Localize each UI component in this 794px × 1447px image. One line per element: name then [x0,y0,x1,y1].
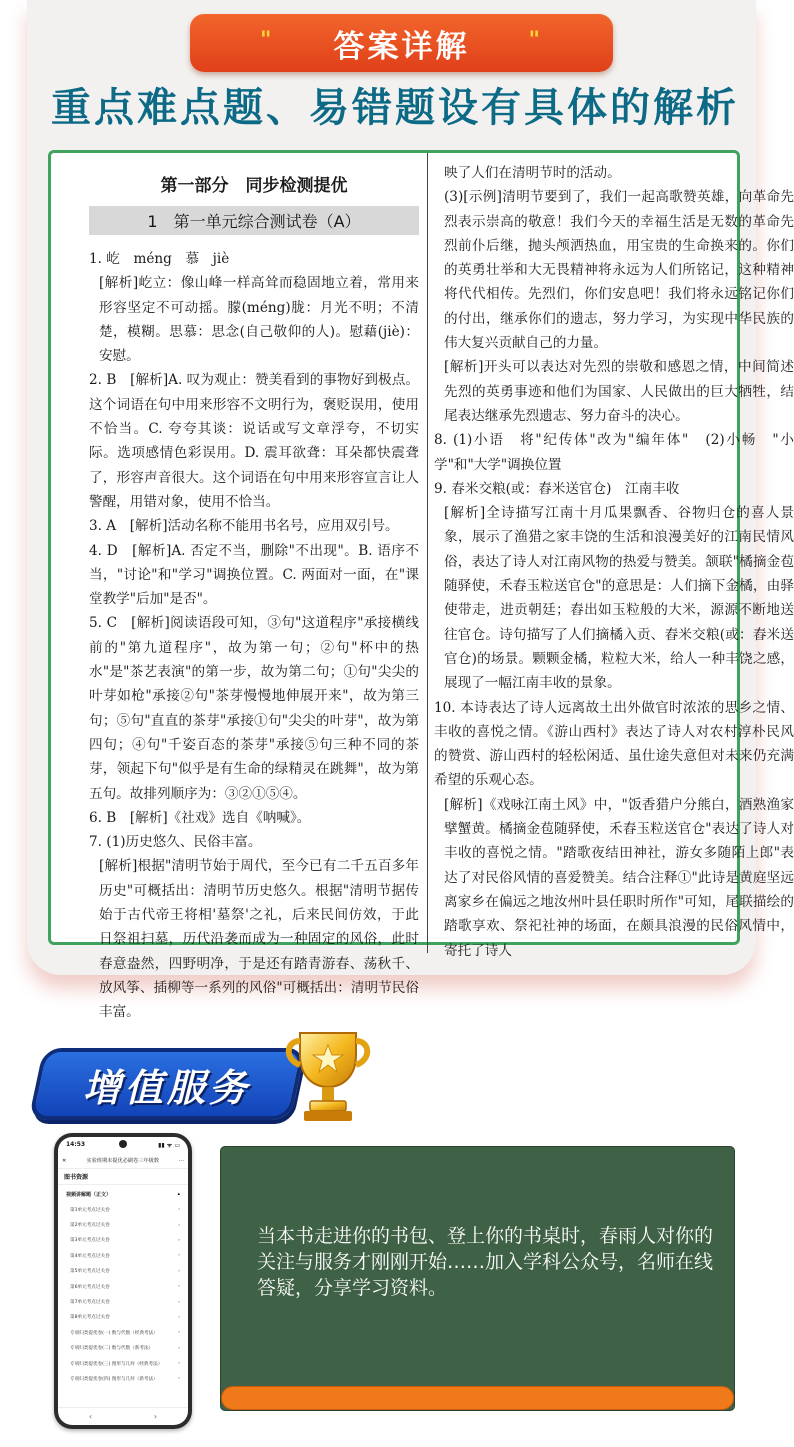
chevron-right-icon: › [178,1268,180,1274]
document-preview [48,150,794,1021]
close-icon[interactable]: ✕ [62,1157,67,1164]
chalk-tray [221,1386,734,1410]
list-item[interactable]: 第4单元考点过关卷 › [70,1253,180,1259]
answer-paragraph: 8. (1)小语 将"纪传体"改为"编年体" (2)小畅 "小学"和"大学"调换位置 [434,432,794,473]
nav-title: 实验班期末提优必刷卷三年级数 [86,1158,160,1164]
answer-paragraph: 4. D [解析]A. 否定不当，删除"不出现"。B. 语序不当，"讨论"和"学习"调换位置。C. 两面对一面，在"课堂教学"后加"是否"。 [89,542,419,608]
banner-title: 答案详解 [333,28,470,65]
answer-paragraph: [解析]《戏咏江南土风》中，"饭香猎户分熊白，酒熟渔家擘蟹黄。橘摘金苞随驿使，禾舂玉粒送官仓"表达了诗人对丰收的喜悦之情。"踏歌夜结田神社，游女多随陌上郎"表达了对民俗风情的喜爱赞美。结合注释①"此诗是黄庭坚远离家乡在偏远之地汝州叶县任职时所作"可知，尾联描绘的踏歌享欢、祭祀社神的场面，在颇具浪漫的民俗风情中，寄托了诗人 [444,796,794,959]
status-icons: ▮▮ ᯤ ▭ [158,1142,180,1149]
chevron-right-icon: › [178,1299,180,1305]
answer-banner [190,14,613,72]
value-added-service-text: 增值服务 [82,1065,251,1110]
category-label: 视频讲解题（正文） [66,1192,112,1198]
answer-paragraph: 9. 春米交粮(或：舂米送官仓) 江南丰收 [434,480,680,497]
chevron-right-icon: › [178,1253,180,1259]
answer-paragraph: 7. (1)历史悠久、民俗丰富。 [89,834,262,851]
headline: 重点难点题、易错题设有具体的解析 [51,85,739,131]
list-item[interactable]: 第8单元考点过关卷 › [70,1314,180,1321]
part-title: 第一部分 同步检测提优 [160,176,348,196]
phone-screen [58,1137,188,1425]
value-added-service-title [28,1048,305,1120]
chevron-right-icon: › [178,1361,180,1367]
trophy-icon [278,1015,378,1125]
back-arrow-icon[interactable]: ‹ [88,1412,93,1421]
list-item[interactable]: 第5单元考点过关卷 › [70,1268,180,1275]
list-item[interactable]: 第2单元考点过关卷 › [70,1222,180,1229]
chevron-right-icon: › [178,1237,180,1243]
list-item[interactable]: 第3单元考点过关卷 › [70,1237,180,1244]
more-icon[interactable]: ··· [179,1157,184,1164]
quote-mark-left: " [260,28,275,53]
answer-paragraph: [解析]屹立：像山峰一样高耸而稳固地立着，常用来形容坚定不可动摇。朦(méng)胧：月光不明；不清楚，模糊。思慕：思念(自己敬仰的人)。慰藉(jiè)：安慰。 [99,275,419,365]
answer-paragraph: [解析]开头可以表达对先烈的崇敬和感恩之情，中间简述先烈的英勇事迹和他们为国家、人民做出的巨大牺牲，结尾表达继承先烈遗志、努力奋斗的决心。 [444,359,794,424]
phone-mockup [54,1133,192,1429]
answer-paragraph: 6. B [解析]《社戏》选自《呐喊》。 [89,809,311,826]
phone-nav-bar [58,1153,188,1169]
right-column [434,161,794,959]
left-column [89,161,419,1021]
chevron-right-icon: › [178,1314,180,1320]
forward-arrow-icon[interactable]: › [153,1412,158,1421]
left-paragraphs [89,247,419,1025]
phone-bottom-nav [58,1407,188,1425]
test-title: 1 第一单元综合测试卷（A） [89,206,419,235]
quote-mark-right: " [528,28,543,53]
chevron-right-icon: › [178,1345,180,1351]
chevron-right-icon: › [178,1207,180,1213]
chevron-right-icon: › [178,1330,180,1336]
camera-notch [119,1140,127,1148]
chevron-right-icon: › [178,1222,180,1228]
list-item[interactable]: 专项归类提优卷(一) 数与代数（经典考法） › [70,1330,180,1336]
chalkboard-text: 当本书走进你的书包、登上你的书桌时，春雨人对你的关注与服务才刚刚开始……加入学科公众号，名师在线答疑，分享学习资料。 [257,1225,714,1299]
chalkboard [220,1146,735,1411]
answer-paragraph: 10. 本诗表达了诗人远离故土出外做官时浓浓的思乡之情、丰收的喜悦之情。《游山西村》表达了诗人对农村淳朴民风的赞赏、游山西村的轻松闲适、虽仕途失意但对未来仍充满希望的乐观心态。 [434,699,794,789]
answer-paragraph: 1. 屹 méng 慕 jiè [89,251,230,267]
list-item[interactable]: 第6单元考点过关卷 › [70,1284,180,1290]
resource-list [58,1202,188,1387]
answer-paragraph: [解析]全诗描写江南十月瓜果飘香、谷物归仓的喜人景象，展示了渔猎之家丰饶的生活和浪漫美好的江南民情风俗，表达了诗人对江南风物的热爱与赞美。颔联"橘摘金苞随驿使，禾舂玉粒送官仓"的意思是：人们摘下金橘，由驿使带走，进贡朝廷；舂出如玉粒般的大米，源源不断地送往官仓。诗句描写了人们摘橘入贡、舂米交粮(或：舂米送官仓)的场景。颗颗金橘，粒粒大米，给人一种丰饶之感，展现了一幅江南丰收的景象。 [444,505,794,692]
list-item[interactable]: 专项归类提优卷(二) 数与代数（新考法） › [70,1345,180,1352]
list-item[interactable]: 专项归类提优卷(四) 图形与几何（新考法） › [70,1376,180,1382]
answer-paragraph: [解析]根据"清明节始于周代，至今已有二千五百多年历史"可概括出：清明节历史悠久。根据"清明节据传始于古代帝王将相'墓祭'之礼，后来民间仿效，于此日祭祖扫墓，历代沿袭而成为一种固定的风俗，此时春意盎然，四野明净，于是还有踏青游春、荡秋千、放风筝、插柳等一系列的风俗"可概括出：清明节民俗丰富。 [99,858,419,1021]
chevron-right-icon: › [178,1284,180,1290]
resources-heading: 图书资源 [58,1169,188,1185]
answer-paragraph: 映了人们在清明节时的活动。 [444,165,621,181]
list-item[interactable]: 第1单元考点过关卷 › [70,1207,180,1213]
list-item[interactable]: 第7单元考点过关卷 › [70,1299,180,1306]
category-header[interactable] [58,1185,188,1202]
answer-paragraph: (3)[示例]清明节要到了，我们一起高歌赞英雄，向革命先烈表示崇高的敬意！我们今天的幸福生活是无数的革命先烈前仆后继，抛头颅洒热血，用宝贵的生命换来的。你们的英勇壮举和大无畏精神将永远为人们所铭记，这种精神将代代相传。先烈们，你们安息吧！我们将永远铭记你们的付出，继承你们的遗志，努力学习，为实现中华民族的伟大复兴贡献自己的力量。 [444,189,794,352]
answer-paragraph: 3. A [解析]活动名称不能用书名号，应用双引号。 [89,518,399,535]
list-item[interactable]: 专项归类提优卷(三) 图形与几何（经典考法） › [70,1361,180,1367]
column-divider [427,153,428,953]
collapse-icon: ▴ [177,1191,180,1197]
status-time: 14:53 [66,1141,86,1148]
chevron-right-icon: › [178,1376,180,1382]
answer-paragraph: 5. C [解析]阅读语段可知，③句"这道程序"承接横线前的"第九道程序"，故为第一句；②句"杯中的热水"是"茶艺表演"的第一步，故为第二句；①句"尖尖的叶芽如枪"承接②句"茶芽慢慢地伸展开来"，故为第三句；⑤句"直直的茶芽"承接①句"尖尖的叶芽"，故为第四句；④句"千姿百态的茶芽"承接⑤句三种不同的茶芽，领起下句"似乎是有生命的绿精灵在跳舞"，故为第五句。故排列顺序为：③②①⑤④。 [89,615,419,802]
answer-paragraph: 2. B [解析]A. 叹为观止：赞美看到的事物好到极点。这个词语在句中用来形容不文明行为，褒贬误用，使用不恰当。C. 夸夸其谈：说话或写文章浮夸，不切实际。选项感情色彩误用。D. 震耳欲聋：耳朵都快震聋了，形容声音很大。这个词语在句中用来形容宣言让人警醒，用错对象，使用不恰当。 [89,372,419,510]
